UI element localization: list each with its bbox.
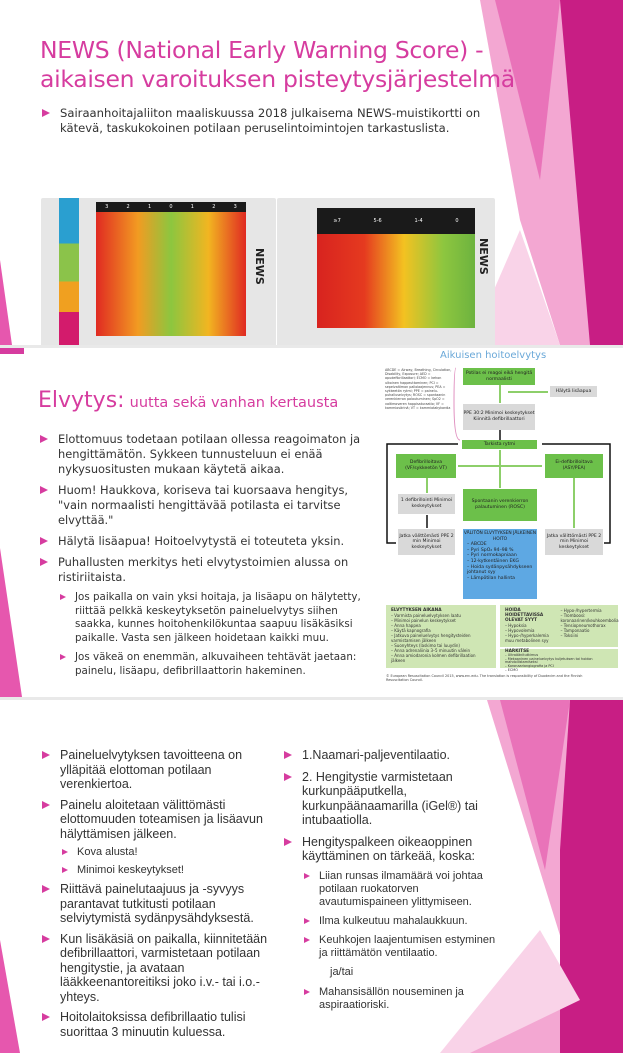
flowchart-shock: 1 defibrillointi Minimoi keskeytykset (398, 494, 455, 514)
bullet: Hälytä lisäapua! Hoitoelvytystä ei toteuteta yksin. (40, 534, 370, 549)
bullet: Riittävä painelutaajuus ja -syvyys parantavat tutkitusti potilaan selviytymistä sydänpysähdyksestä. (42, 882, 274, 926)
sub-bullet: Jos paikalla on vain yksi hoitaja, ja lisäapu on hälytetty, riittää pelkkä keskeytyksetön paineluelvytys siihen saakka, kunnes hoitohenkilökuntaa saapuu lisäkäsiksi paikalle. Vasta sen jälkeen hoidetaan kaikki muu. (60, 591, 370, 645)
sub-bullet: Liian runsas ilmamäärä voi johtaa potilaan ruokatorven avautumispaineen ylittymiseen. (304, 870, 496, 909)
bullet: 1.Naamari-paljeventilaatio. (284, 748, 496, 763)
flowchart-cpr: PPE 30:2 Minimoi keskeytykset Kiinnitä defibrillaattori (463, 404, 535, 430)
slide-title: Elvytys: uutta sekä vanhan kertausta (38, 388, 339, 413)
sub-bullet: Jos väkeä on enemmän, alkuvaiheen tehtävät jaetaan: painelu, lisäapu, defibrillaattorin hakeminen. (60, 651, 370, 678)
slide-elvytys (0, 348, 623, 697)
sub-bullet: Mahansisällön nouseminen ja aspiraatioriski. (304, 986, 496, 1012)
flowchart-legend: ABCDE = Airway, Breathing, Circulation, Disability, Exposure; AED = apudefibrillaattori; ECMO = kehon ulkoinen happeuttaminen; PCI = sepelvaltimon pallolaajennus; PEA = sykkeetön rytmi; PPE = painelu-puhalluselvytys; ROSC = spontaanin verenkierron palautuminen; SpO2 = valtimoveren happisaturaatio; VF = kammiovärinä; VT = kammiotakykardia (385, 368, 452, 410)
bullet: Huom! Haukkova, koriseva tai kuorsaava hengitys, "vain normaalisti hengittävää potilasta ei tarvitse elvyttää." (40, 483, 370, 528)
bullet: 2. Hengitystie varmistetaan kurkunpääputkella, kurkunpäänaamarilla (iGel®) tai intubaatiolla. (284, 770, 496, 828)
slide-title: NEWS (National Early Warning Score) - aikaisen varoituksen pisteytysjärjestelmä (40, 36, 515, 93)
flowchart-title: Aikuisen hoitoelvytys (440, 350, 547, 361)
flowchart-footer: © European Resuscitation Council 2015, www.erc.edu. The translation is responsibility of Duodecim and the Finnish Resuscitation Council. (386, 674, 583, 683)
flowchart-continue-left: Jatka välittömästi PPE 2 min Minimoi keskeytykset (398, 529, 455, 555)
sub-bullet: Keuhkojen laajentumisen estyminen ja riittämätön ventilaatio. (304, 934, 496, 960)
bullet: Hoitolaitoksissa defibrillaatio tulisi suorittaa 3 minuutin kuluessa. (42, 1010, 274, 1039)
flowchart-continue-right: Jatka välittömästi PPE 2 min Minimoi keskeytykset (545, 529, 603, 555)
news-card-back-photo: ≥7 5-6 1-4 0 NEWS (277, 198, 495, 345)
flowchart-nonshockable: Ei-defibrilloitava (ASY/PEA) (545, 454, 603, 478)
panel-during-cpr: ELVYTYKSEN AIKANA – Varmista paineluelvytyksen laatu – Minimoi painelun keskeytykset – Anna happea – Käytä kapnografia – Jatkuva paineluelvytys hengitysteiden varmistamisen jälkeen – Suonyhteys (laskimo tai luuydin) – Anna adrenaliinia 3–5 minuutin välein – Anna amiodaronia kolmen defibrillaation jälkeen (386, 605, 496, 668)
connector-text: ja/tai (330, 965, 354, 978)
slide-news (0, 0, 623, 345)
bullet: Paineluelvytyksen tavoitteena on ylläpitää elottoman potilaan verenkiertoa. (42, 748, 274, 792)
news-logo: NEWS (477, 238, 490, 275)
flowchart-check-rhythm: Tarkista rytmi (462, 440, 537, 449)
sub-bullet: Ilma kulkeutuu mahalaukkuun. (304, 915, 496, 928)
bullet: Painelu aloitetaan välittömästi elottomuuden toteamisen ja lisäavun hälyttämisen jälkeen. (42, 798, 274, 842)
flowchart-post-care: VÄLITÖN ELVYTYKSEN JÄLKEINEN HOITO – ABCDE – Pyri SpO₂ 94–98 % – Pyri normokapniaan – 12-kytkentäinen EKG – Hoida sydänpysähdykseen johtanut syy – Lämpötilan hallinta (463, 529, 537, 599)
flowchart-alert: Hälytä lisäapua (550, 386, 597, 397)
panel-consider: HARKITSE – Ultraäänitutkimus – Mekaaninen paineluelvytys kuljetuksen tai hoidon mahdollistamiseksi – Koronaariangiografia ja PCI – ECMO (500, 649, 618, 668)
bullet: Elottomuus todetaan potilaan ollessa reagoimaton ja hengittämätön. Sykkeen tunnusteluun ei enää nykysuositusten mukaan käytetä aikaa. (40, 432, 370, 477)
sub-bullet: Kova alusta! (62, 846, 274, 859)
bullet: Kun lisäkäsiä on paikalla, kiinnitetään defibrillaattori, varmistetaan potilaan hengitystie, ja avataan lääkkeenantoreitiksi joko i.v.- tai i.o.-yhteys. (42, 932, 274, 1005)
sub-bullet: Minimoi keskeytykset! (62, 864, 274, 877)
bullet: Puhallusten merkitys heti elvytystoimien alussa on ristiriitaista. (40, 555, 370, 585)
flowchart-rosc: Spontaanin verenkierron palautuminen (ROSC) (463, 489, 537, 521)
slide-paineluelvytys (0, 700, 623, 1053)
bullet: Sairaanhoitajaliiton maaliskuussa 2018 julkaisema NEWS-muistikortti on kätevä, taskukokoinen potilaan peruselintoimintojen tarkastuslista. (42, 106, 482, 136)
news-logo: NEWS (253, 248, 266, 285)
bullet: Hengityspalkeen oikeaoppinen käyttäminen on tärkeää, koska: (284, 835, 496, 864)
flowchart-shockable: Defibrilloitava (VF/sykkeetön VT) (396, 454, 456, 478)
panel-reversible-causes: HOIDA HOIDETTAVISSA OLEVAT SYYT – Hypoksia – Hypovolemia – Hypo-/hyperkalemia muu metabolinen syy – Hypo-/hypertermia – Tromboosi: koronaarinen/keuhkoembolia – Tensiopneumothorax – Tamponaatio – Toksiini (500, 605, 618, 647)
flowchart-start: Potilas ei reagoi eikä hengitä normaalisti (463, 368, 535, 385)
news-card-front-photo: 3 2 1 0 1 2 3 NEWS (41, 198, 276, 345)
resuscitation-flowchart (370, 348, 623, 697)
